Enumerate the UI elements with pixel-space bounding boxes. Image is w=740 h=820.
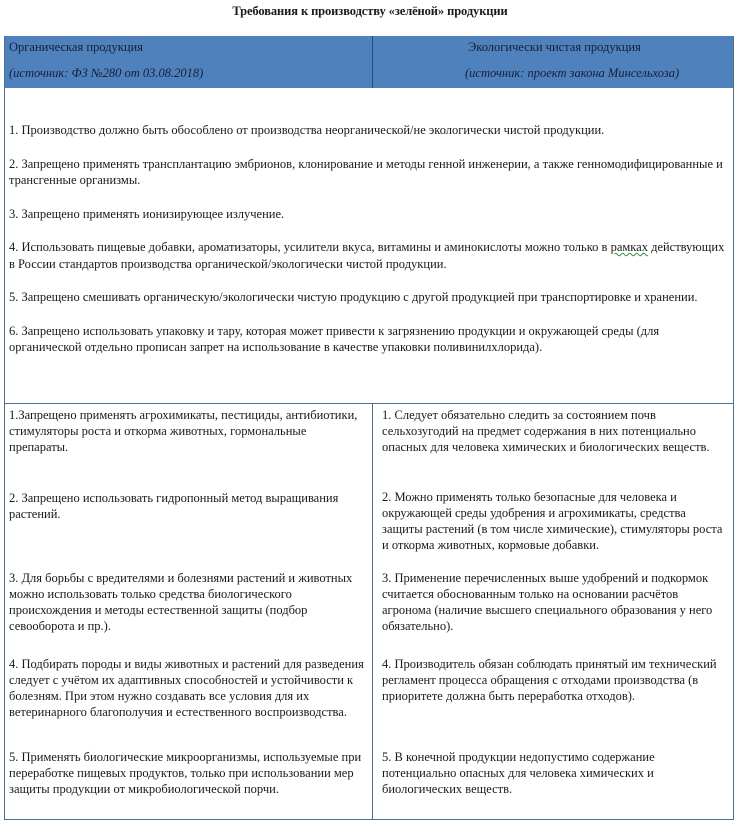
common-requirement: 1. Производство должно быть обособлено от производства неорганической/не экологически чистой продукции.: [9, 123, 605, 137]
table-header: [5, 36, 733, 88]
header-organic: [5, 36, 373, 88]
specific-requirements-row: [5, 404, 733, 819]
header-organic-source: (источник: ФЗ №280 от 03.08.2018): [9, 66, 204, 80]
common-requirement: 3. Запрещено применять ионизирующее излучение.: [9, 206, 285, 221]
requirements-table: [4, 36, 734, 820]
common-requirement-text: действующих в России стандартов производства органической/экологически чистой продукции.: [9, 240, 725, 271]
common-requirement-text: 4. Использовать пищевые добавки, ароматизаторы, усилители вкуса, витамины и аминокислоты можно только в: [9, 240, 611, 254]
organic-requirement: 3. Для борьбы с вредителями и болезнями растений и животных можно использовать только средства биологического происхождения и методы естественной защиты (подбор севооборота и пр.).: [9, 571, 353, 633]
organic-requirements-cell: [5, 404, 373, 819]
eco-requirements-cell: [373, 404, 733, 819]
eco-requirement: 1. Следует обязательно следить за состоянием почв сельхозугодий на предмет содержания в них потенциально опасных для человека химических и биологических веществ.: [382, 408, 710, 454]
header-eco-name: Экологически чистая продукция: [468, 40, 641, 54]
eco-requirement: 2. Можно применять только безопасные для человека и окружающей среды удобрения и агрохимикаты, средства защиты растений (в том числе химические), стимуляторы роста и откорма животных, кормовые добавки.: [382, 490, 723, 552]
common-requirement: 2. Запрещено применять трансплантацию эмбрионов, клонирование и методы генной инженерии, а также генномодифицированные и трансгенные организмы.: [9, 156, 723, 187]
organic-requirement: 1.Запрещено применять агрохимикаты, пестициды, антибиотики, стимуляторы роста и откорма животных, гормональные препараты.: [9, 408, 358, 454]
header-eco: [373, 36, 733, 88]
common-requirement: 5. Запрещено смешивать органическую/экологически чистую продукцию с другой продукцией при транспортировке и хранении.: [9, 290, 698, 304]
organic-requirement: 4. Подбирать породы и виды животных и растений для разведения следует с учётом их адаптивных способностей и устойчивости к болезням. При этом нужно создавать все условия для их ветеринарного благополучия и естественного воспроизводства.: [9, 657, 364, 719]
header-eco-source: (источник: проект закона Минсельхоза): [465, 66, 680, 80]
spellcheck-marked-word: рамках: [610, 240, 648, 254]
organic-requirement: 2. Запрещено использовать гидропонный метод выращивания растений.: [9, 491, 339, 521]
common-requirement: 6. Запрещено использовать упаковку и тару, которая может привести к загрязнению продукции и окружающей среды (для органической отдельно прописан запрет на использование в качестве упаковки поливинилхлорида).: [9, 323, 660, 354]
eco-requirement: 5. В конечной продукции недопустимо содержание потенциально опасных для человека химических и биологических веществ.: [382, 750, 655, 796]
organic-requirement: 5. Применять биологические микроорганизмы, используемые при переработке пищевых продуктов, только при использовании мер защиты продукции от микробиологической порчи.: [9, 750, 362, 796]
common-requirement: [9, 239, 727, 272]
header-organic-name: Органическая продукция: [9, 40, 143, 54]
eco-requirement: 4. Производитель обязан соблюдать принятый им технический регламент процесса обращения с отходами производства (в приоритете должна быть переработка отходов).: [382, 657, 717, 703]
document-title: Требования к производству «зелёной» продукции: [232, 4, 508, 18]
common-requirements-cell: [5, 88, 733, 404]
eco-requirement: 3. Применение перечисленных выше удобрений и подкормок считается обоснованным только на основании расчётов агронома (наличие высшего специального образования у него обязательно).: [382, 571, 713, 633]
